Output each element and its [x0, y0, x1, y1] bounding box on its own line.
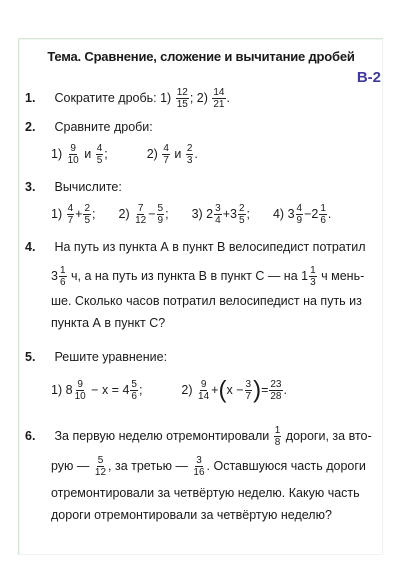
fraction: $\frac{3}{4}$: [215, 203, 221, 226]
whole-part: 1: [301, 268, 309, 283]
fraction: $\frac{3}{16}$: [193, 455, 205, 478]
task-4-line-2: [51, 265, 364, 288]
fraction: $\frac{4}{9}$: [296, 203, 303, 226]
task-2-items: [51, 143, 198, 166]
fraction: $\frac{4}{7}$: [163, 143, 169, 166]
fraction: $\frac{7}{12}$: [135, 203, 147, 226]
fraction: $\frac{5}{6}$: [131, 379, 137, 402]
task-number: 6.: [25, 428, 36, 443]
fraction: $\frac{9}{14}$: [198, 379, 210, 402]
fraction: $\frac{5}{9}$: [157, 203, 164, 226]
fraction: $\frac{2}{3}$: [186, 143, 193, 166]
task-number: 4.: [25, 240, 36, 254]
separator: .: [327, 206, 332, 221]
fraction: $\frac{14}{21}$: [213, 87, 225, 110]
paren-open: (: [218, 376, 227, 404]
fraction: $\frac{1}{8}$: [274, 425, 281, 448]
fraction: $\frac{1}{6}$: [320, 203, 326, 226]
task-4-line-1: [25, 239, 365, 255]
operator: +: [211, 382, 219, 397]
item-label: 3): [191, 206, 203, 221]
separator: .: [194, 146, 198, 161]
separator: .: [283, 382, 287, 397]
task-6-line-4: дороги отремонтировали за четвёртую неделю?: [51, 508, 332, 522]
task-2-header: [25, 119, 153, 135]
paren-close: ): [253, 376, 262, 404]
equation-text: − x = 4: [91, 382, 130, 397]
conjunction: и: [84, 146, 92, 161]
task-5-items: [51, 376, 287, 404]
separator: ; 2): [189, 90, 208, 105]
task-text: ч мень-: [321, 268, 365, 283]
task-text: дороги, за вто-: [285, 428, 372, 443]
task-6-line-3: отремонтировали за четвёртую неделю. Какую часть: [51, 486, 360, 500]
item-label: 2): [181, 382, 193, 397]
fraction: $\frac{3}{7}$: [245, 379, 252, 402]
fraction: $\frac{4}{5}$: [96, 143, 103, 166]
task-number: 3.: [25, 180, 36, 194]
item-label: 1): [51, 382, 63, 397]
operator: −: [148, 206, 156, 221]
separator: ;: [165, 206, 169, 221]
fraction: $\frac{1}{6}$: [59, 265, 66, 288]
task-text: Вычислите:: [54, 180, 122, 194]
item-label: 1): [51, 206, 63, 221]
fraction: $\frac{12}{15}$: [176, 87, 188, 110]
whole-part: 2: [311, 206, 319, 221]
whole-part: 3: [230, 206, 237, 221]
operator: +: [75, 206, 83, 221]
task-number: 1.: [25, 90, 36, 105]
task-4-line-3: ше. Сколько часов потратил велосипедист на путь из: [51, 294, 362, 308]
task-1: [25, 87, 230, 110]
whole-part: 3: [51, 268, 58, 283]
whole-part: 2: [206, 206, 214, 221]
task-number: 5.: [25, 350, 36, 364]
operator: +: [222, 206, 230, 221]
operator: −: [304, 206, 312, 221]
task-text: ч, а на путь из пункта В в пункт С — на: [71, 268, 298, 283]
task-text: . Оставшуюся часть дороги: [206, 458, 366, 473]
task-6-line-2: [51, 455, 366, 478]
item-label: 2): [118, 206, 130, 221]
equation-text: x −: [226, 382, 244, 397]
variant-label: В-2: [356, 69, 381, 86]
task-4-line-4: пункта А в пункт С?: [51, 316, 166, 330]
fraction: $\frac{2}{5}$: [84, 203, 91, 226]
separator: ;: [104, 146, 108, 161]
fraction: $\frac{4}{7}$: [67, 203, 74, 226]
fraction: $\frac{9}{10}$: [67, 143, 79, 166]
task-number: 2.: [25, 120, 36, 134]
whole-part: 8: [65, 382, 73, 397]
task-3-items: [51, 203, 331, 226]
whole-part: 3: [287, 206, 295, 221]
item-label: 2): [146, 146, 158, 161]
task-5-header: [25, 349, 167, 365]
item-label: 4): [272, 206, 285, 221]
fraction: $\frac{23}{28}$: [270, 379, 282, 402]
separator: .: [226, 90, 230, 105]
task-6-line-1: [25, 425, 372, 448]
task-text: Сравните дроби:: [54, 120, 153, 134]
separator: ;: [246, 206, 250, 221]
fraction: $\frac{1}{3}$: [310, 265, 316, 288]
task-text: , за третью —: [108, 458, 188, 473]
task-text: Сократите дробь: 1): [54, 90, 172, 105]
fraction: $\frac{9}{10}$: [74, 379, 86, 402]
operator: =: [261, 382, 269, 397]
task-text: рую —: [51, 458, 90, 473]
task-text: На путь из пункта А в пункт В велосипедист потратил: [54, 240, 366, 254]
task-text: За первую неделю отремонтировали: [54, 428, 270, 443]
separator: ;: [138, 382, 143, 397]
fraction: $\frac{2}{5}$: [238, 203, 245, 226]
fraction: $\frac{5}{12}$: [94, 455, 107, 478]
worksheet: [18, 38, 383, 555]
task-3-header: [25, 179, 122, 195]
separator: ;: [92, 206, 96, 221]
item-label: 1): [51, 146, 63, 161]
task-text: Решите уравнение:: [54, 350, 168, 364]
worksheet-title: Тема. Сравнение, сложение и вычитание дробей: [47, 49, 355, 64]
conjunction: и: [174, 146, 182, 161]
